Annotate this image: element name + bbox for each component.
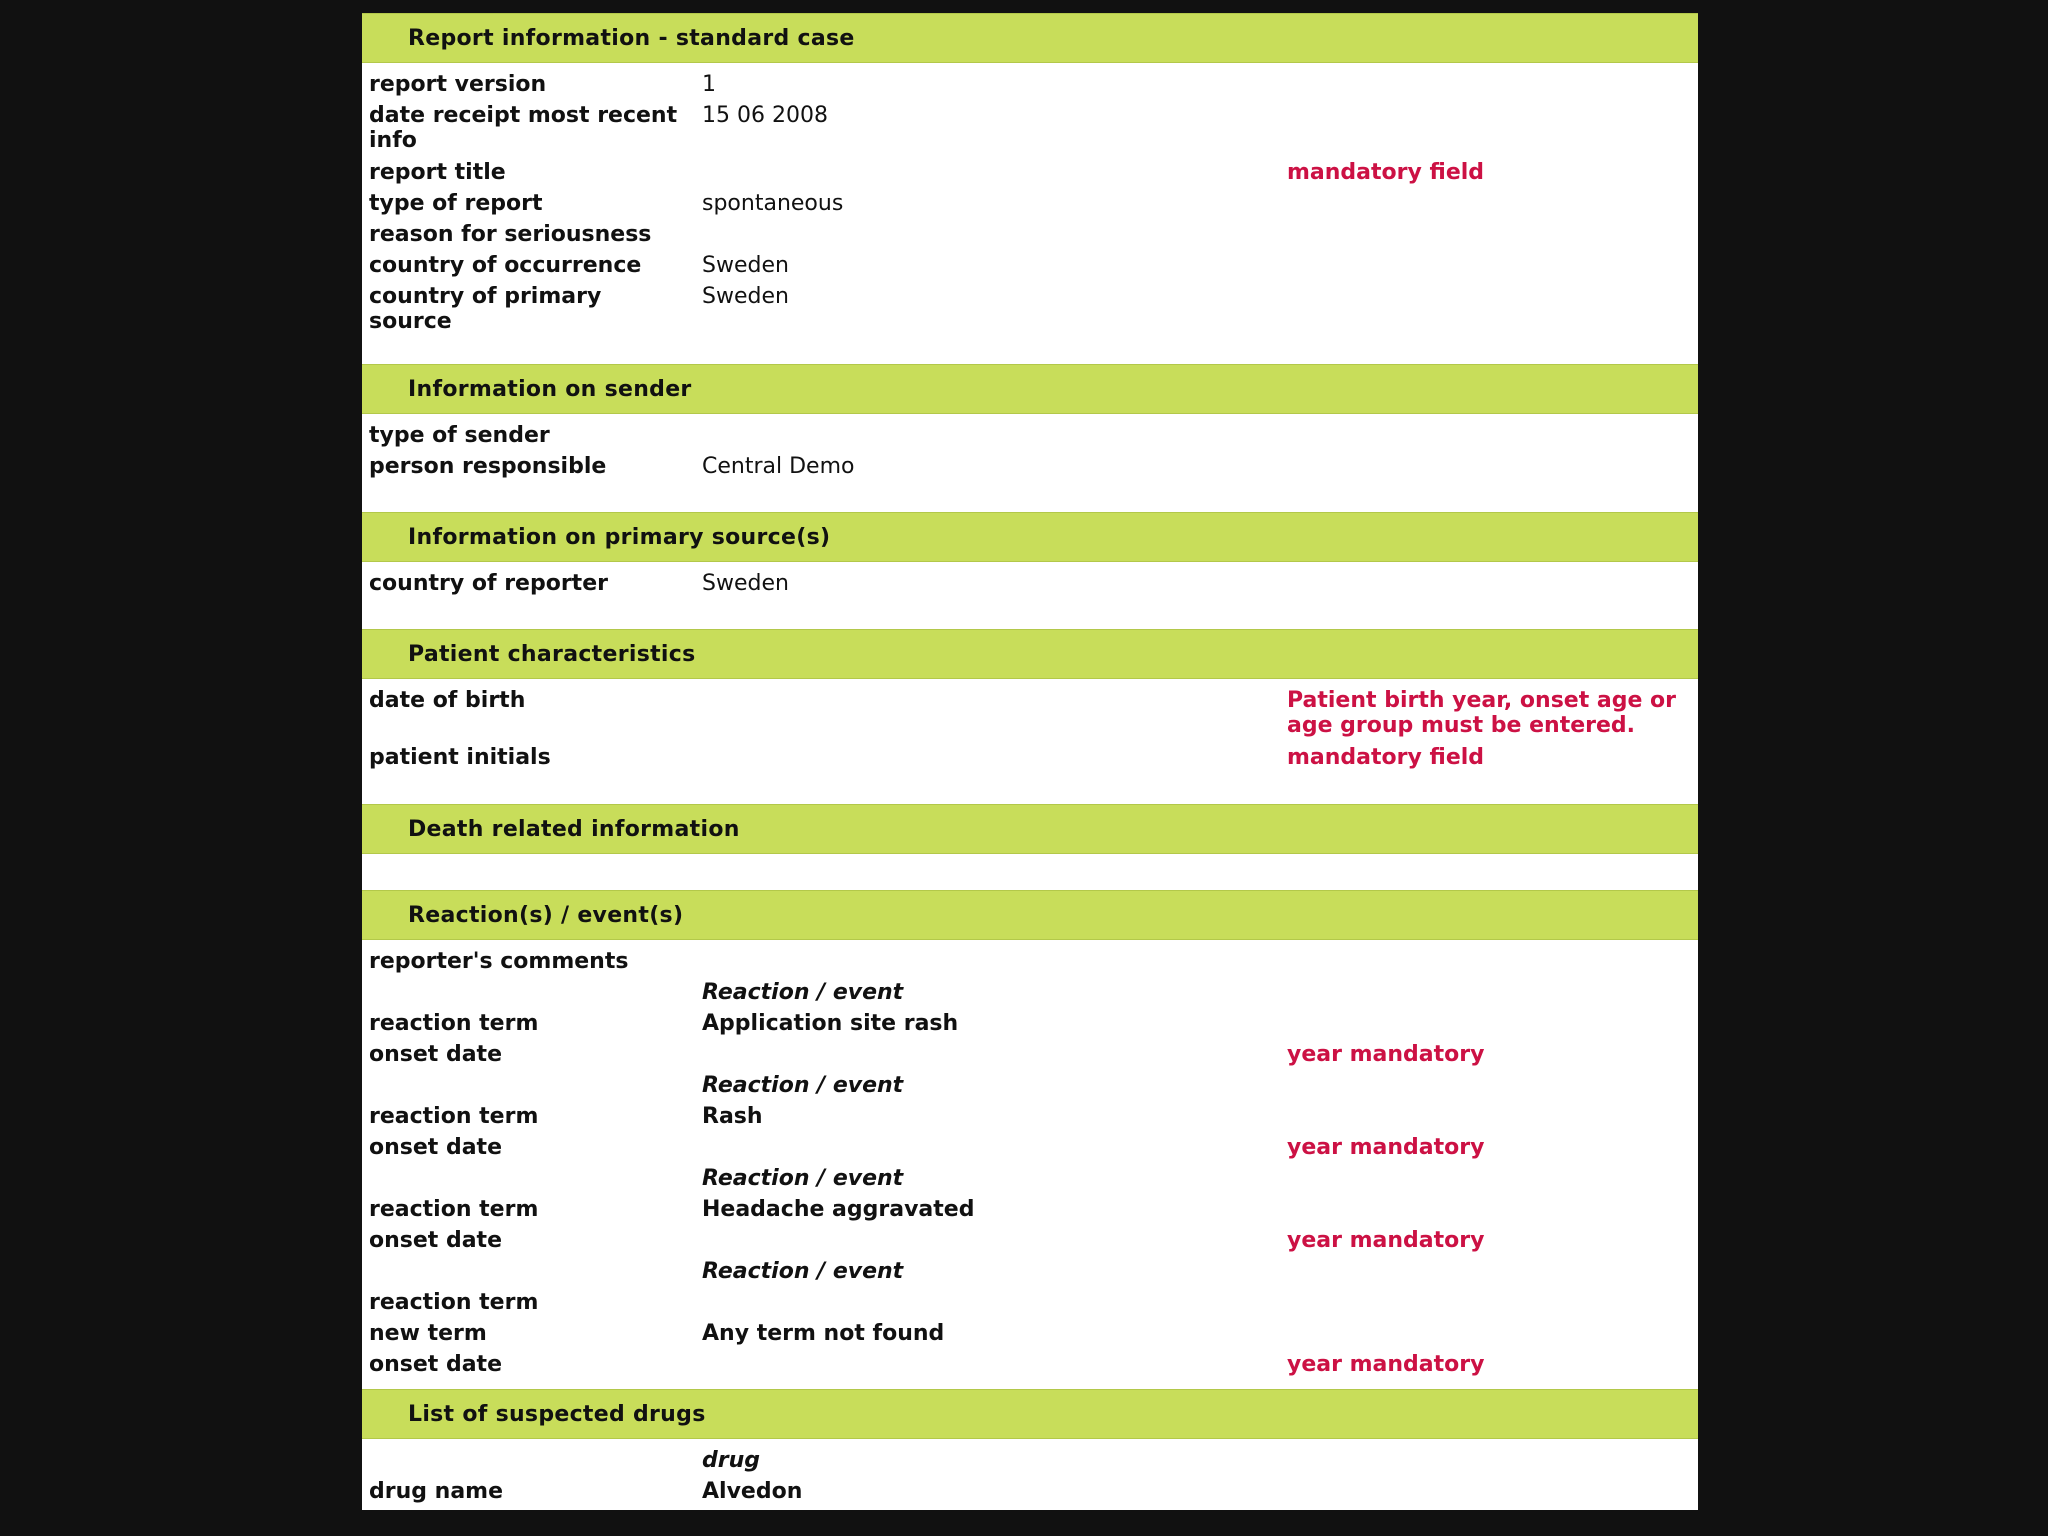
section-header-report-information: Report information - standard case (362, 13, 1698, 63)
row-new-term (362, 1318, 1698, 1349)
warning-date-of-birth: Patient birth year, onset age or age group must be entered. (1287, 688, 1677, 738)
reaction-subheading-label: Reaction / event (702, 980, 904, 1005)
row-reaction-term (362, 1287, 1698, 1318)
value-reaction-term: Application site rash (702, 1011, 959, 1036)
value-country-reporter: Sweden (702, 571, 789, 596)
reaction-subheading-label: Reaction / event (702, 1166, 904, 1191)
label-report-version: report version (369, 72, 547, 97)
row-onset-date (362, 1225, 1698, 1256)
reaction-subheading-label: Reaction / event (702, 1259, 904, 1284)
reaction-subheading (362, 977, 1698, 1008)
row-reaction-term (362, 1194, 1698, 1225)
row-reporter-comments (362, 946, 1698, 977)
value-country-occurrence: Sweden (702, 253, 789, 278)
row-onset-date (362, 1349, 1698, 1380)
section-header-drugs: List of suspected drugs (362, 1389, 1698, 1439)
reaction-subheading (362, 1070, 1698, 1101)
label-reason-seriousness: reason for seriousness (369, 222, 652, 247)
value-person-responsible: Central Demo (702, 454, 855, 479)
warning-report-title: mandatory field (1287, 160, 1485, 185)
section-reactions (362, 940, 1698, 1389)
label-reaction-term: reaction term (369, 1104, 539, 1129)
value-country-primary-source: Sweden (702, 284, 789, 309)
value-date-receipt: 15 06 2008 (702, 103, 828, 128)
label-onset-date: onset date (369, 1352, 502, 1377)
section-primary-source (362, 562, 1698, 629)
drug-subheading (362, 1445, 1698, 1476)
reaction-subheading-label: Reaction / event (702, 1073, 904, 1098)
label-drug-name: drug name (369, 1479, 504, 1504)
label-country-primary-source: country of primary source (369, 284, 602, 334)
label-new-term: new term (369, 1321, 487, 1346)
row-reaction-term (362, 1101, 1698, 1132)
report-panel (362, 13, 1698, 1510)
label-type-of-report: type of report (369, 191, 543, 216)
row-onset-date (362, 1039, 1698, 1070)
warning-onset-date: year mandatory (1287, 1352, 1485, 1377)
section-header-sender: Information on sender (362, 364, 1698, 414)
section-drugs (362, 1439, 1698, 1510)
label-onset-date: onset date (369, 1135, 502, 1160)
row-country-occurrence (362, 250, 1698, 281)
row-type-of-sender (362, 420, 1698, 451)
section-report-information (362, 63, 1698, 364)
reaction-subheading (362, 1163, 1698, 1194)
row-type-of-report (362, 188, 1698, 219)
label-country-reporter: country of reporter (369, 571, 608, 596)
label-date-receipt: date receipt most recent info (369, 103, 678, 153)
row-date-of-birth (362, 685, 1698, 742)
warning-patient-initials: mandatory field (1287, 745, 1485, 770)
label-report-title: report title (369, 160, 506, 185)
reaction-subheading (362, 1256, 1698, 1287)
row-person-responsible (362, 451, 1698, 482)
section-sender (362, 414, 1698, 512)
value-new-term: Any term not found (702, 1321, 945, 1346)
value-reaction-term: Rash (702, 1104, 763, 1129)
drug-subheading-label: drug (702, 1448, 761, 1473)
row-report-title (362, 157, 1698, 188)
row-drug-name (362, 1476, 1698, 1507)
value-reaction-term: Headache aggravated (702, 1197, 975, 1222)
warning-onset-date: year mandatory (1287, 1228, 1485, 1253)
label-reporter-comments: reporter's comments (369, 949, 629, 974)
label-patient-initials: patient initials (369, 745, 551, 770)
row-country-reporter (362, 568, 1698, 599)
value-drug-name: Alvedon (702, 1479, 803, 1504)
section-header-primary-source: Information on primary source(s) (362, 512, 1698, 562)
label-onset-date: onset date (369, 1228, 502, 1253)
section-header-reactions: Reaction(s) / event(s) (362, 890, 1698, 940)
row-reaction-term (362, 1008, 1698, 1039)
label-reaction-term: reaction term (369, 1197, 539, 1222)
row-reason-seriousness (362, 219, 1698, 250)
row-patient-initials (362, 742, 1698, 773)
label-onset-date: onset date (369, 1042, 502, 1067)
value-report-version: 1 (702, 72, 716, 97)
label-country-occurrence: country of occurrence (369, 253, 642, 278)
row-country-primary-source (362, 281, 1698, 338)
row-date-receipt (362, 100, 1698, 157)
section-death (362, 854, 1698, 890)
warning-onset-date: year mandatory (1287, 1135, 1485, 1160)
label-person-responsible: person responsible (369, 454, 607, 479)
label-date-of-birth: date of birth (369, 688, 526, 713)
section-header-death: Death related information (362, 804, 1698, 854)
row-report-version (362, 69, 1698, 100)
section-header-patient: Patient characteristics (362, 629, 1698, 679)
label-reaction-term: reaction term (369, 1011, 539, 1036)
label-reaction-term: reaction term (369, 1290, 539, 1315)
row-onset-date (362, 1132, 1698, 1163)
section-patient (362, 679, 1698, 804)
label-type-of-sender: type of sender (369, 423, 550, 448)
warning-onset-date: year mandatory (1287, 1042, 1485, 1067)
value-type-of-report: spontaneous (702, 191, 844, 216)
